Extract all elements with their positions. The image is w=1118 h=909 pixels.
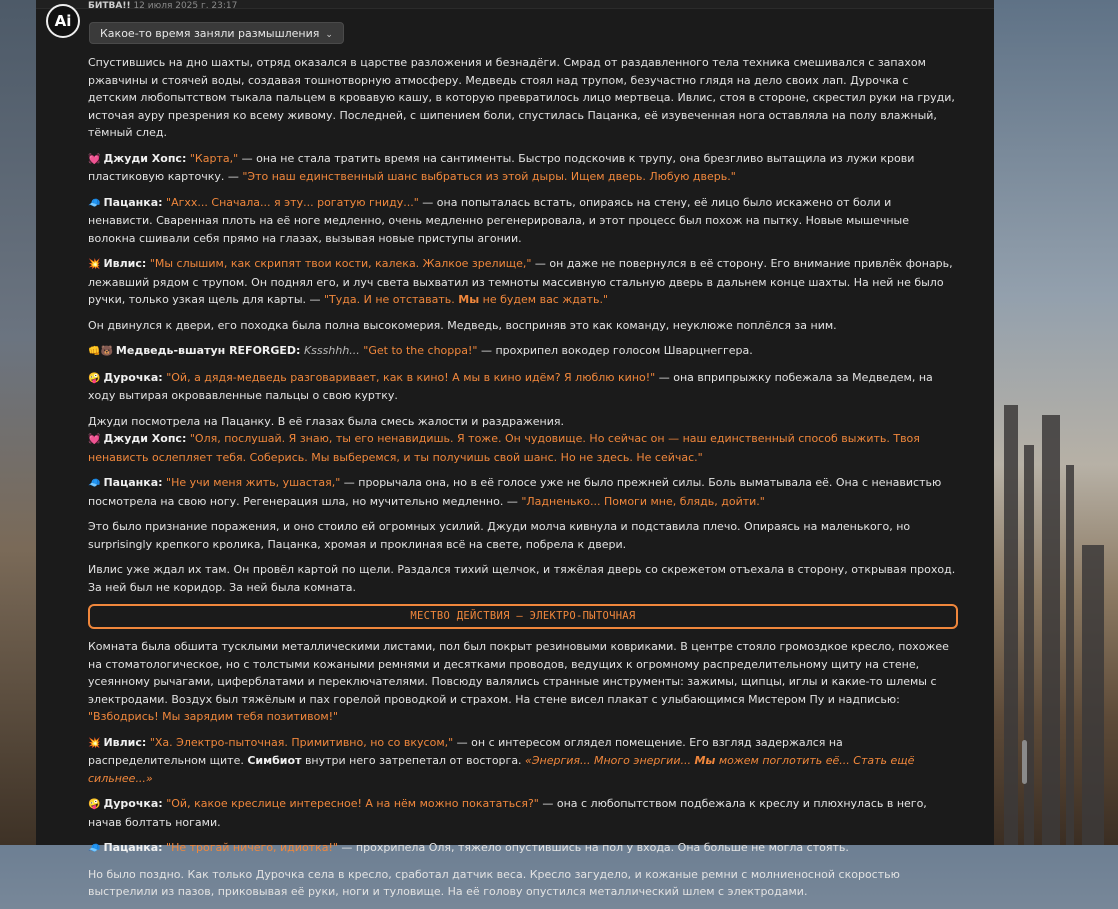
- dialogue-patsanka: [88, 474, 958, 510]
- quote: "Ха. Электро-пыточная. Примитивно, но со вкусом,": [149, 735, 454, 749]
- background-left: [0, 0, 36, 845]
- explosion-icon: 💥: [88, 259, 101, 270]
- quote: "Карта,": [189, 151, 239, 165]
- narration: — прохрипел вокодер голосом Шварцнеггера.: [477, 344, 753, 357]
- speaker-name: Ивлис:: [103, 735, 147, 749]
- story-paragraph: Но было поздно. Как только Дурочка села в кресло, сработал датчик веса. Кресло загудело, и кожаные ремни с молниеносной скоростью выстрелили из пазов, приковывая её руки, ноги и туловище. На её голову опустился металлический шлем с электродами.: [88, 867, 900, 898]
- quote: "Не учи меня жить, ушастая,": [166, 476, 341, 489]
- story-paragraph: Спустившись на дно шахты, отряд оказался в царстве разложения и безнадёги. Смрад от раздавленного тела техника смешивался с запахом ржавчины и стоячей воды, создавая тошнотворную атмосферу. Медведь стоял над трупом, безучастно глядя на дело своих лап. Дурочка с детским любопытством тыкала пальцем в кровавую кашу, в которую превратилось лицо мертвеца. Ивлис, стоя в стороне, скрестил руки на груди, источая ауру презрения ко всему живому. Последней, с шипением боли, спустилась Пацанка, её изувеченная нога оставляла на полу влажный, тёмный след.: [88, 56, 955, 139]
- speaker-name: Джуди Хопс:: [103, 151, 187, 165]
- quote: "Ладненько... Помоги мне, блядь, дойти.": [521, 494, 765, 508]
- narration: — прорычала она, но в её голосе уже не было прежней силы. Боль выматывала её. Она с ненавистью посмотрела на свою ногу. Регенерация шла, но мучительно медленно. —: [88, 476, 942, 508]
- fist-bear-icon: 👊🐻: [88, 346, 113, 357]
- quote: "Мы слышим, как скрипят твои кости, калека. Жалкое зрелище,": [149, 257, 532, 270]
- heart-icon: 💓: [88, 434, 101, 445]
- timestamp: 12 июля 2025 г. 23:17: [133, 1, 238, 11]
- narration: Комната была обшита тусклыми металлическими листами, пол был покрыт резиновыми ковриками. В центре стояло громоздкое кресло, похожее на стоматологическое, но с толстыми кожаными ремнями и десятками проводов, ведущих к огромному распределительному щиту на стене, усеянному рычагами, циферблатами и переключателями. Повсюду валялись странные инструменты: зажимы, щипцы, иглы и какие-то шлемы с электродами. Воздух был тяжёлым и пах горелой проводкой и страхом. На стене висел плакат с улыбающимся Мистером Пу и надписью:: [88, 640, 949, 706]
- speaker-name: Пацанка:: [103, 841, 163, 854]
- speaker-name: Пацанка:: [103, 476, 163, 489]
- quote: "Взбодрись! Мы зарядим тебя позитивом!": [88, 710, 339, 723]
- dialogue-judy: [88, 430, 958, 466]
- dialogue-judy: [88, 150, 958, 186]
- narration: — она не стала тратить время на сантименты. Быстро подскочив к трупу, она брезгливо вытащила из лужи крови пластиковую карточку. —: [88, 151, 915, 183]
- cap-icon: 🧢: [88, 843, 101, 854]
- author-name[interactable]: БИТВА!!: [88, 1, 131, 11]
- story-paragraph: Ивлис уже ждал их там. Он провёл картой по щели. Раздался тихий щелчок, и тяжёлая дверь со скрежетом отъехала в сторону, открывая проход. За ней был не коридор. За ней была комната.: [88, 563, 956, 594]
- thinking-toggle-label: Какое-то время заняли размышления: [100, 27, 320, 40]
- sound-effect: Kssshhh...: [303, 344, 360, 357]
- crazy-face-icon: 🤪: [88, 799, 101, 810]
- quote: "Это наш единственный шанс выбраться из этой дыры. Ищем дверь. Любую дверь.": [242, 170, 736, 183]
- narration: — она с любопытством подбежала к креслу и плюхнулась в него, начав болтать ногами.: [88, 797, 927, 829]
- dialogue-patsanka: [88, 839, 958, 858]
- dialogue-patsanka: [88, 194, 958, 248]
- quote: "Оля, послушай. Я знаю, ты его ненавидишь. Я тоже. Он чудовище. Но сейчас он — наш единственный способ выжить. Твоя ненависть ослепляет тебя. Соберись. Мы выберемся, и ты получишь свой шанс. Но не здесь. Не сейчас.": [88, 432, 920, 464]
- inner-voice: можем поглотить её... Стать ещё сильнее...»: [88, 754, 915, 785]
- scrollbar-thumb[interactable]: [1022, 740, 1027, 784]
- avatar[interactable]: [46, 4, 80, 38]
- story-content: [88, 54, 958, 909]
- narration: — она попыталась встать, опираясь на стену, её лицо было искажено от боли и ненависти. Сваренная плоть на её ноге медленно, очень медленно регенерировала, и этот процесс был похож на пытку. Новые мышечные волокна сшивали себя прямо на глазах, вызывая новые приступы агонии.: [88, 195, 909, 245]
- narration: — он с интересом оглядел помещение. Его взгляд задержался на распределительном щите.: [88, 735, 843, 767]
- story-paragraph: Он двинулся к двери, его походка была полна высокомерия. Медведь, восприняв это как команду, неуклюже поплёлся за ним.: [88, 318, 837, 332]
- dialogue-ivlis: [88, 734, 958, 788]
- narration: — она вприпрыжку побежала за Медведем, на ходу вытирая окровавленные пальцы о свою куртку.: [88, 370, 933, 402]
- bold-word: Симбиот: [247, 754, 302, 767]
- speaker-name: Медведь-вшатун REFORGED:: [115, 344, 301, 357]
- story-paragraph: [88, 638, 958, 726]
- thinking-toggle-button[interactable]: [89, 22, 344, 44]
- dialogue-ivlis: [88, 255, 958, 309]
- cap-icon: 🧢: [88, 197, 101, 209]
- explosion-icon: 💥: [88, 737, 101, 749]
- inner-voice-bold: Мы: [694, 754, 716, 767]
- story-paragraph: Это было признание поражения, и оно стоило ей огромных усилий. Джуди молча кивнула и подставила плечо. Опираясь на маленького, но surprisingly крепкого кролика, Пацанка, хромая и проклиная всё на свете, побрела к двери.: [88, 520, 911, 551]
- dialogue-bear: [88, 342, 958, 361]
- narration: внутри него затрепетал от восторга.: [301, 754, 526, 767]
- quote-bold: Мы: [458, 293, 480, 306]
- quote: "Агхх... Сначала... я эту... рогатую гниду...": [166, 195, 419, 209]
- chevron-down-icon: ⌄: [325, 30, 333, 40]
- speaker-name: Пацанка:: [103, 195, 163, 209]
- quote: не будем вас ждать.": [479, 293, 609, 306]
- cap-icon: 🧢: [88, 478, 101, 489]
- story-paragraph: Джуди посмотрела на Пацанку. В её глазах была смесь жалости и раздражения.: [88, 414, 564, 428]
- dialogue-durochka: [88, 369, 958, 405]
- narration: — он даже не повернулся в её сторону. Его внимание привлёк фонарь, лежавший рядом с трупом. Он поднял его, и луч света выхватил из темноты массивную стальную дверь в дальнем конце шахты. На ней не было ручки, только узкая щель для карты. —: [88, 257, 953, 306]
- speaker-name: Дурочка:: [103, 370, 163, 384]
- inner-voice: «Энергия... Много энергии...: [525, 754, 695, 767]
- logo-text: Ai: [54, 12, 72, 30]
- speaker-name: Дурочка:: [103, 797, 163, 810]
- speaker-name: Ивлис:: [103, 257, 147, 270]
- message-meta: [88, 0, 237, 12]
- quote: "Не трогай ничего, идиотка!": [166, 841, 338, 854]
- background-right: [994, 0, 1118, 845]
- dialogue-durochka: [88, 795, 958, 831]
- speaker-name: Джуди Хопс:: [103, 432, 187, 445]
- quote: "Туда. И не отставать.: [324, 293, 459, 306]
- quote: "Get to the choppa!": [363, 344, 478, 357]
- narration: — прохрипела Оля, тяжело опустившись на пол у входа. Она больше не могла стоять.: [337, 841, 849, 854]
- quote: "Ой, а дядя-медведь разговаривает, как в кино! А мы в кино идём? Я люблю кино!": [166, 370, 656, 384]
- quote: "Ой, какое креслице интересное! А на нём можно покататься?": [166, 797, 539, 810]
- crazy-face-icon: 🤪: [88, 372, 101, 384]
- heart-icon: 💓: [88, 153, 101, 165]
- message-panel: [36, 0, 994, 898]
- scene-banner: МЕСТВО ДЕЙСТВИЯ – ЭЛЕКТРО-ПЫТОЧНАЯ: [88, 604, 958, 629]
